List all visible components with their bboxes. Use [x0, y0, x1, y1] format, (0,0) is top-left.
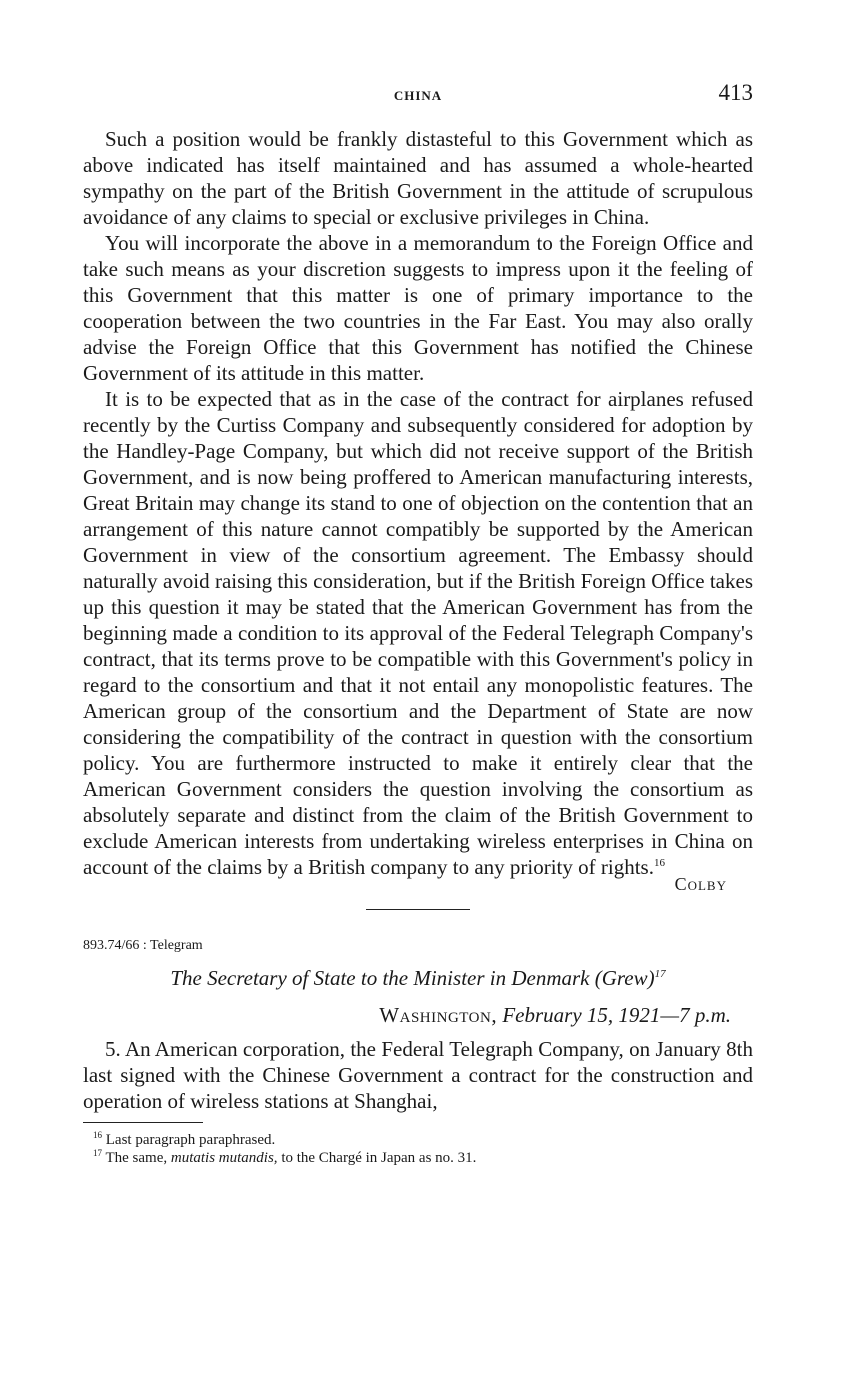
body-text — [83, 126, 753, 880]
paragraph: Such a position would be frankly distasteful to this Government which as above indicated has itself maintained and has assumed a whole-hearted sympathy on the part of the British Government in the attitude of scrupulous avoidance of any claims to special or exclusive privileges in China. — [83, 127, 753, 229]
document-page — [83, 80, 753, 1167]
paragraph — [83, 386, 753, 880]
footnote-text: The same, — [105, 1150, 168, 1166]
footnote-text: Last paragraph paraphrased. — [105, 1132, 276, 1148]
dateline-place: Washington, — [379, 1003, 498, 1027]
footnotes — [83, 1131, 753, 1167]
footnote — [83, 1149, 753, 1167]
footnote-text: to the Chargé in Japan as no. 31. — [281, 1150, 477, 1166]
footnote-reference: 17 — [654, 968, 666, 980]
paragraph: You will incorporate the above in a memorandum to the Foreign Office and take such means as your discretion suggests to impress upon it the feeling of this Government that this matter is one of primary importance to the cooperation between the two countries in the Far East. You may also orally advise the Foreign Office that this Government has notified the Chinese Government of its attitude in this matter. — [83, 231, 753, 385]
footnote-rule — [83, 1122, 203, 1123]
paragraph-text: It is to be expected that as in the case of the contract for airplanes refused recently by the Curtiss Company and subsequently considered for adoption by the Handley-Page Company, but which did not receive support of the British Government, and is now being proffered to American manufacturing interests, Great Britain may change its stand to one of objection on the contention that an arrangement of this nature cannot compatibly be supported by the American Government in view of the consortium agreement. The Embassy should naturally avoid raising this consideration, but if the British Foreign Office takes up this question it may be stated that the American Government has from the beginning made a condition to its approval of the Federal Telegraph Company's contract, that its terms prove to be compatible with this Government's policy in regard to the consortium and that it not entail any monopolistic features. The American group of the consortium and the Department of State are now considering the compatibility of the contract in question with the consortium policy. You are furthermore instructed to make it entirely clear that the American Government considers the question involving the consortium as absolutely separate and distinct from the claim of the British Government to exclude American interests from undertaking wireless enterprises in China on account of the claims by a British company to any priority of rights. — [83, 387, 753, 879]
page-number: 413 — [718, 80, 753, 105]
paragraph: 5. An American corporation, the Federal Telegraph Company, on January 8th last signed with the Chinese Government a contract for the construction and operation of wireless stations at Shanghai, — [83, 1037, 753, 1113]
dateline — [83, 1003, 753, 1028]
footnote — [83, 1131, 753, 1149]
dateline-date: February 15, 1921—7 p.m. — [502, 1003, 731, 1027]
file-reference: 893.74/66 : Telegram — [83, 938, 203, 953]
running-title: CHINA — [393, 88, 443, 103]
document-heading — [83, 966, 753, 991]
footnote-italic-text: mutatis mutandis, — [170, 1150, 278, 1166]
footnote-mark: 16 — [93, 1130, 102, 1140]
document-heading-text: The Secretary of State to the Minister in Denmark (Grew) — [170, 966, 655, 990]
running-head — [83, 80, 753, 110]
signature: Colby — [674, 874, 727, 894]
footnote-mark: 17 — [93, 1148, 102, 1158]
section-separator — [366, 909, 470, 910]
footnote-reference: 16 — [653, 857, 665, 869]
